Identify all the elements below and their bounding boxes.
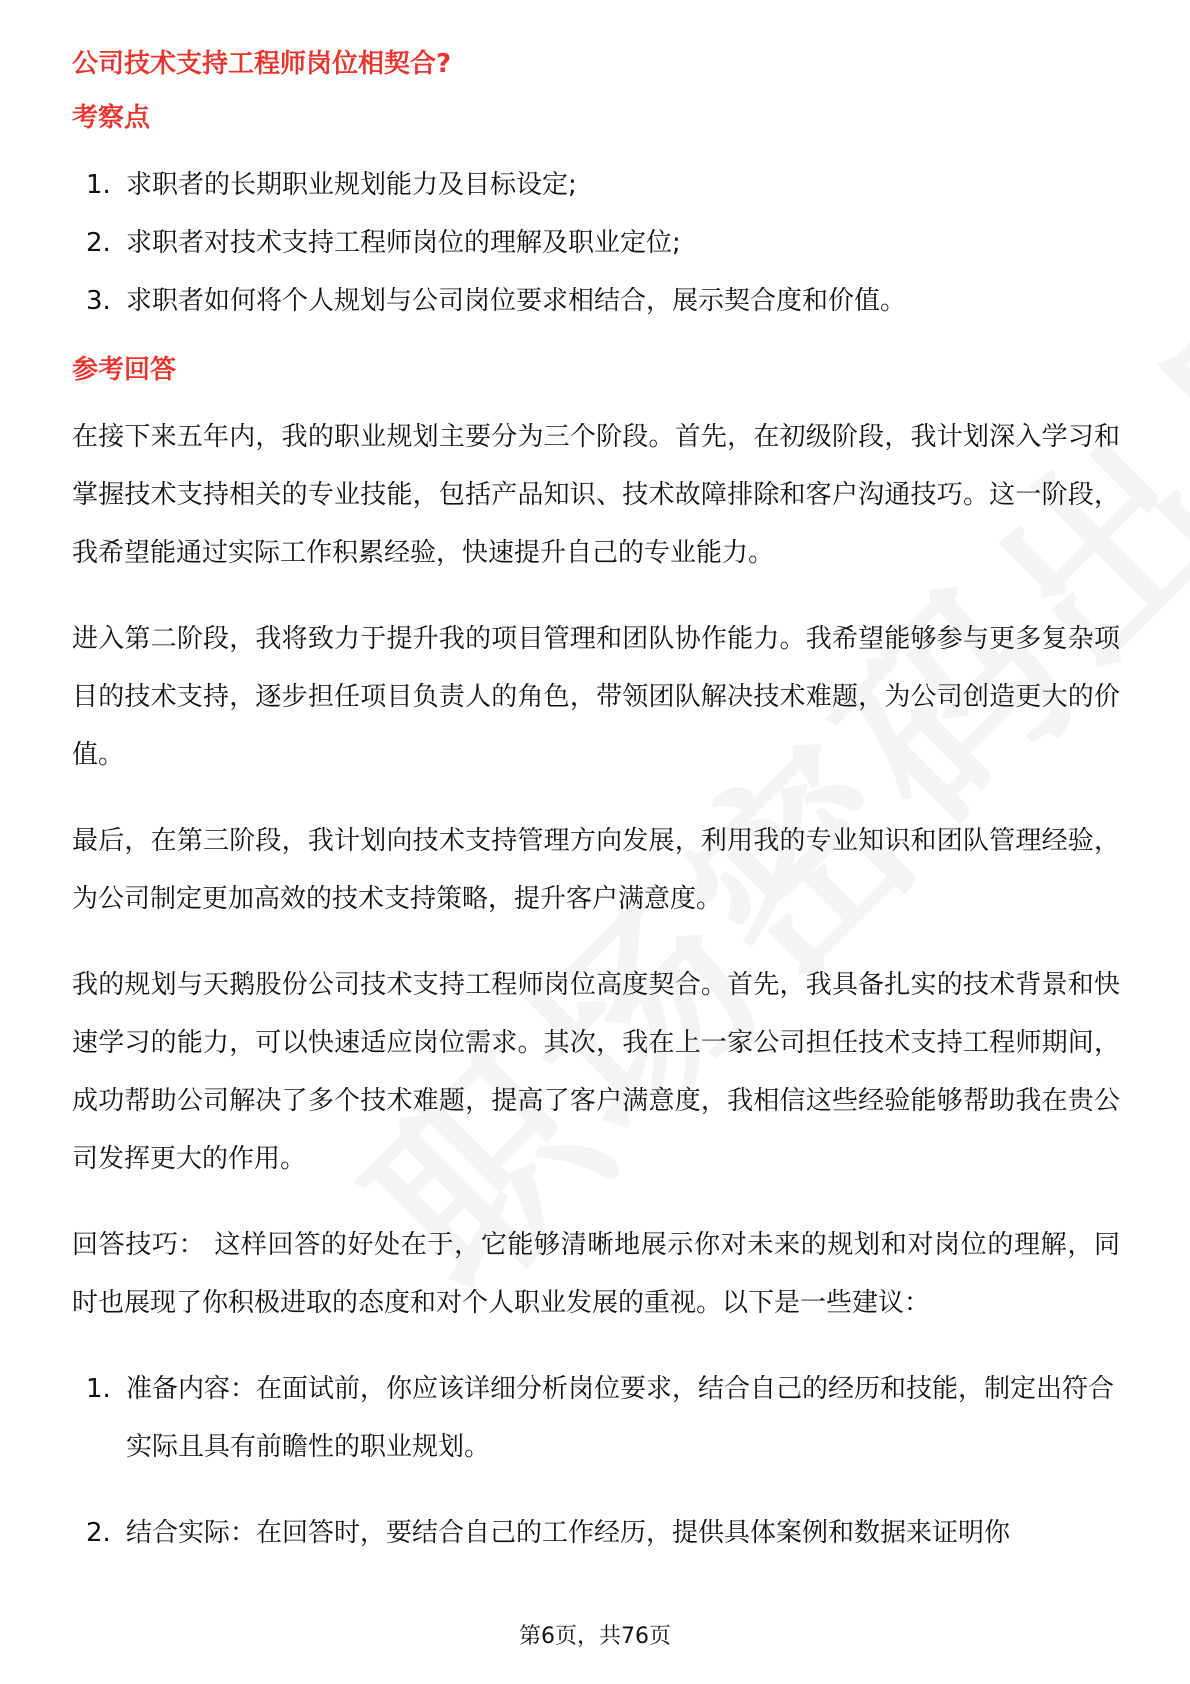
list-item-text: 结合实际：在回答时，要结合自己的工作经历，提供具体案例和数据来证明你	[126, 1518, 1011, 1548]
answer-paragraph: 最后，在第三阶段，我计划向技术支持管理方向发展，利用我的专业知识和团队管理经验，为公司制定更加高效的技术支持策略，提升客户满意度。	[72, 826, 1120, 914]
list-number: 1.	[86, 170, 111, 200]
list-number: 1.	[86, 1374, 111, 1404]
answer-paragraph: 我的规划与天鹅股份公司技术支持工程师岗位高度契合。首先，我具备扎实的技术背景和快速学习的能力，可以快速适应岗位需求。其次，我在上一家公司担任技术支持工程师期间，成功帮助公司解决了多个技术难题，提高了客户满意度，我相信这些经验能够帮助我在贵公司发挥更大的作用。	[72, 970, 1120, 1174]
answer-heading: 参考回答	[72, 355, 177, 385]
answer-paragraph: 在接下来五年内，我的职业规划主要分为三个阶段。首先，在初级阶段，我计划深入学习和掌握技术支持相关的专业技能，包括产品知识、技术故障排除和客户沟通技巧。这一阶段，我希望能通过实际工作积累经验，快速提升自己的专业能力。	[72, 422, 1120, 568]
list-item	[72, 1504, 1120, 1562]
list-number: 3.	[86, 286, 111, 316]
list-item	[72, 272, 1120, 330]
page-number: 第6页，共76页	[519, 1624, 671, 1649]
list-number: 2.	[86, 1518, 111, 1548]
list-item-text: 准备内容：在面试前，你应该详细分析岗位要求，结合自己的经历和技能，制定出符合实际且具有前瞻性的职业规划。	[126, 1374, 1115, 1462]
list-item-text: 求职者如何将个人规划与公司岗位要求相结合，展示契合度和价值。	[126, 286, 907, 316]
list-number: 2.	[86, 228, 111, 258]
list-item	[72, 214, 1120, 272]
list-item-text: 求职者的长期职业规划能力及目标设定;	[126, 170, 577, 200]
focus-heading: 考察点	[72, 103, 151, 133]
question-title: 公司技术支持工程师岗位相契合?	[72, 49, 452, 79]
answer-tips-intro: 回答技巧： 这样回答的好处在于，它能够清晰地展示你对未来的规划和对岗位的理解，同时也展现了你积极进取的态度和对个人职业发展的重视。以下是一些建议：	[72, 1230, 1120, 1318]
answer-paragraph: 进入第二阶段，我将致力于提升我的项目管理和团队协作能力。我希望能够参与更多复杂项目的技术支持，逐步担任项目负责人的角色，带领团队解决技术难题，为公司创造更大的价值。	[72, 624, 1120, 770]
list-item	[72, 1360, 1120, 1476]
list-item-text: 求职者对技术支持工程师岗位的理解及职业定位;	[126, 228, 681, 258]
tips-list	[72, 1360, 1120, 1562]
focus-list	[72, 156, 1120, 330]
page-content	[72, 44, 1120, 1562]
list-item	[72, 156, 1120, 214]
